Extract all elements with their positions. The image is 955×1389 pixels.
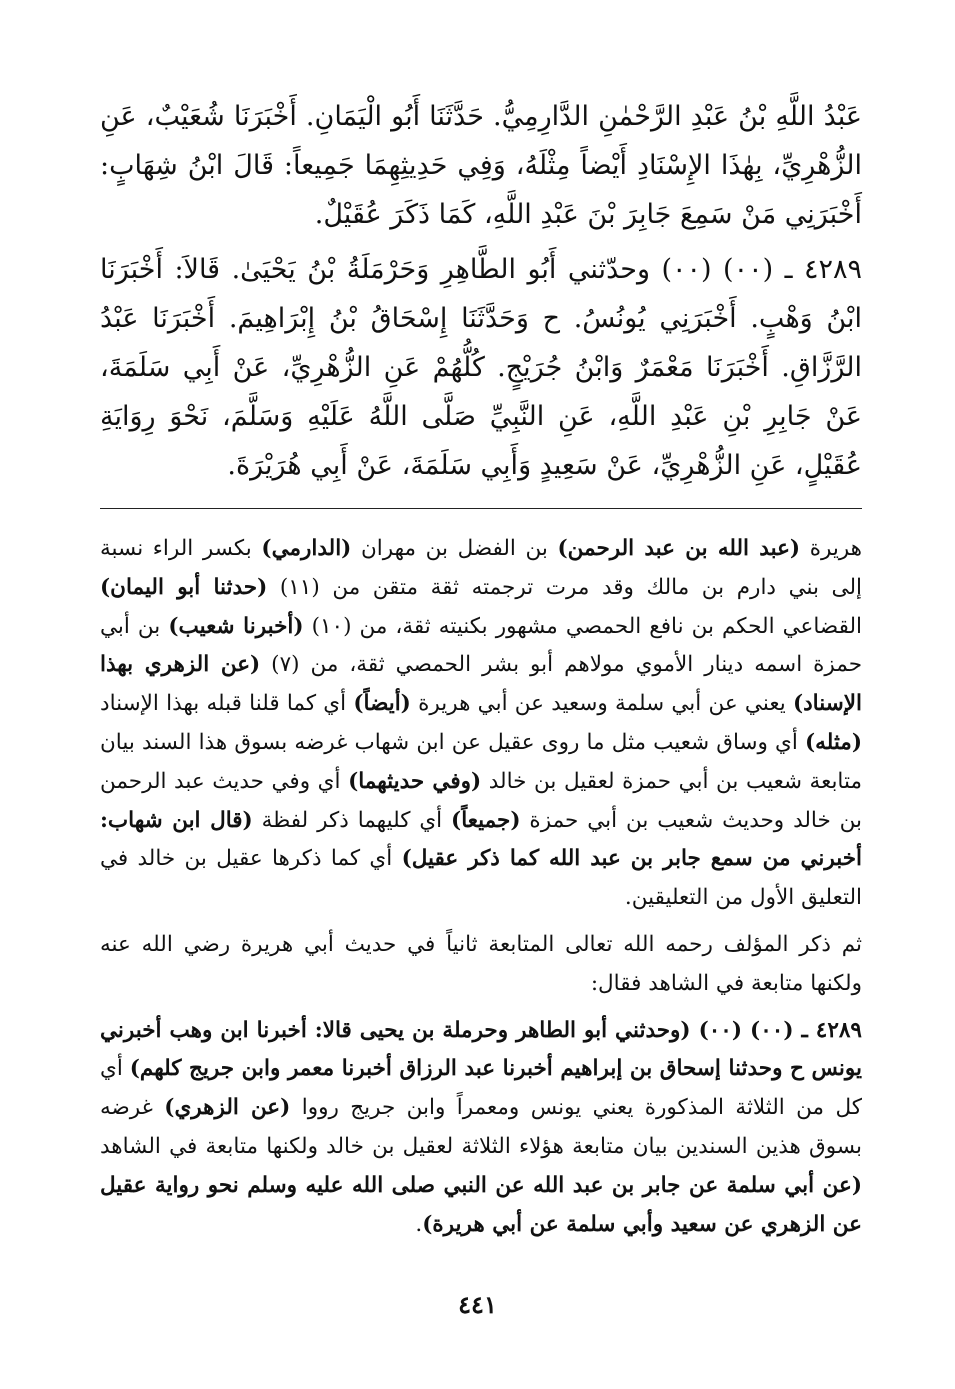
- commentary-paragraph: هريرة (عبد الله بن عبد الرحمن) بن الفضل بن مهران (الدارمي) بكسر الراء نسبة إلى بني دارم بن مالك وقد مرت ترجمته ثقة متقن من (١١) (حدثنا أبو اليمان) القضاعي الحكم بن نافع الحمصي مشهور بكنيته ثقة، من (١٠) (أخبرنا شعيب) بن أبي حمزة اسمه دينار الأموي مولاهم أبو بشر الحمصي ثقة، من (٧) (عن الزهري بهذا الإسناد) يعني عن أبي سلمة وسعيد عن أبي هريرة (أيضاً) أي كما قلنا قبله بهذا الإسناد (مثله) أي وساق شعيب مثل ما روى عقيل عن ابن شهاب غرضه بسوق هذا السند بيان متابعة شعيب بن أبي حمزة لعقيل بن خالد (وفي حديثهما) أي وفي حديث عبد الرحمن بن خالد وحديث شعيب بن أبي حمزة (جميعاً) أي كليهما ذكر لفظة (قال ابن شهاب: أخبرني من سمع جابر بن عبد الله كما ذكر عقيل) أي كما ذكرها عقيل بن خالد في التعليق الأول من التعليقين.: [100, 536, 863, 911]
- hadith-paragraph: عَبْدُ اللَّهِ بْنُ عَبْدِ الرَّحْمٰنِ الدَّارِمِيُّ. حَدَّثَنَا أَبُو الْيَمَانِ. أَخْبَرَنَا شُعَيْبٌ، عَنِ الزُّهْرِيِّ، بِهٰذَا الإِسْنَادِ أَيْضاً مِثْلَهُ، وَفِي حَدِيثِهِمَا جَمِيعاً: قَالَ ابْنُ شِهَابٍ: أَخْبَرَنِي مَنْ سَمِعَ جَابِرَ بْنَ عَبْدِ اللَّهِ، كَمَا ذَكَرَ عُقَيْلٌ.: [100, 101, 862, 230]
- hadith-text: [100, 92, 862, 490]
- footnote-divider: [100, 508, 862, 509]
- hadith-paragraph: ٤٢٨٩ ـ (٠٠) (٠٠) وحدّثني أَبُو الطَّاهِرِ وَحَرْمَلَةُ بْنُ يَحْيَىٰ. قَالاَ: أَخْبَرَنَا ابْنُ وَهْبٍ. أَخْبَرَنِي يُونُسُ. ح وَحَدَّثَنَا إِسْحَاقُ بْنُ إِبْرَاهِيمَ. أَخْبَرَنَا عَبْدُ الرَّزَّاقِ. أَخْبَرَنَا مَعْمَرٌ وَابْنُ جُرَيْجٍ. كُلُّهُمْ عَنِ الزُّهْرِيِّ، عَنْ أَبِي سَلَمَةَ، عَنْ جَابِرِ بْنِ عَبْدِ اللَّهِ، عَنِ النَّبِيِّ صَلَّى اللَّهُ عَلَيْهِ وَسَلَّمَ، نَحْوَ رِوَايَةِ عُقَيْلٍ، عَنِ الزُّهْرِيِّ، عَنْ سَعِيدٍ وَأَبِي سَلَمَةَ، عَنْ أَبِي هُرَيْرَةَ.: [100, 254, 862, 481]
- commentary-section: [100, 530, 862, 1244]
- page-number: ٤٤١: [458, 1290, 497, 1319]
- commentary-paragraph: ٤٢٨٩ ـ (٠٠) (٠٠) (وحدثني أبو الطاهر وحرملة بن يحيى قالا: أخبرنا ابن وهب أخبرني يونس ح وحدثنا إسحاق بن إبراهيم أخبرنا عبد الرزاق أخبرنا معمر وابن جريج كلهم) أي كل من الثلاثة المذكورة يعني يونس ومعمراً وابن جريج رووا (عن الزهري) غرضه بسوق هذين السندين بيان متابعة هؤلاء الثلاثة لعقيل بن خالد ولكنها متابعة في الشاهد (عن أبي سلمة عن جابر بن عبد الله عن النبي صلى الله عليه وسلم نحو رواية عقيل عن الزهري عن سعيد وأبي سلمة عن أبي هريرة).: [100, 1017, 862, 1237]
- commentary-paragraph: ثم ذكر المؤلف رحمه الله تعالى المتابعة ثانياً في حديث أبي هريرة رضي الله عنه ولكنها متابعة في الشاهد فقال:: [100, 931, 862, 996]
